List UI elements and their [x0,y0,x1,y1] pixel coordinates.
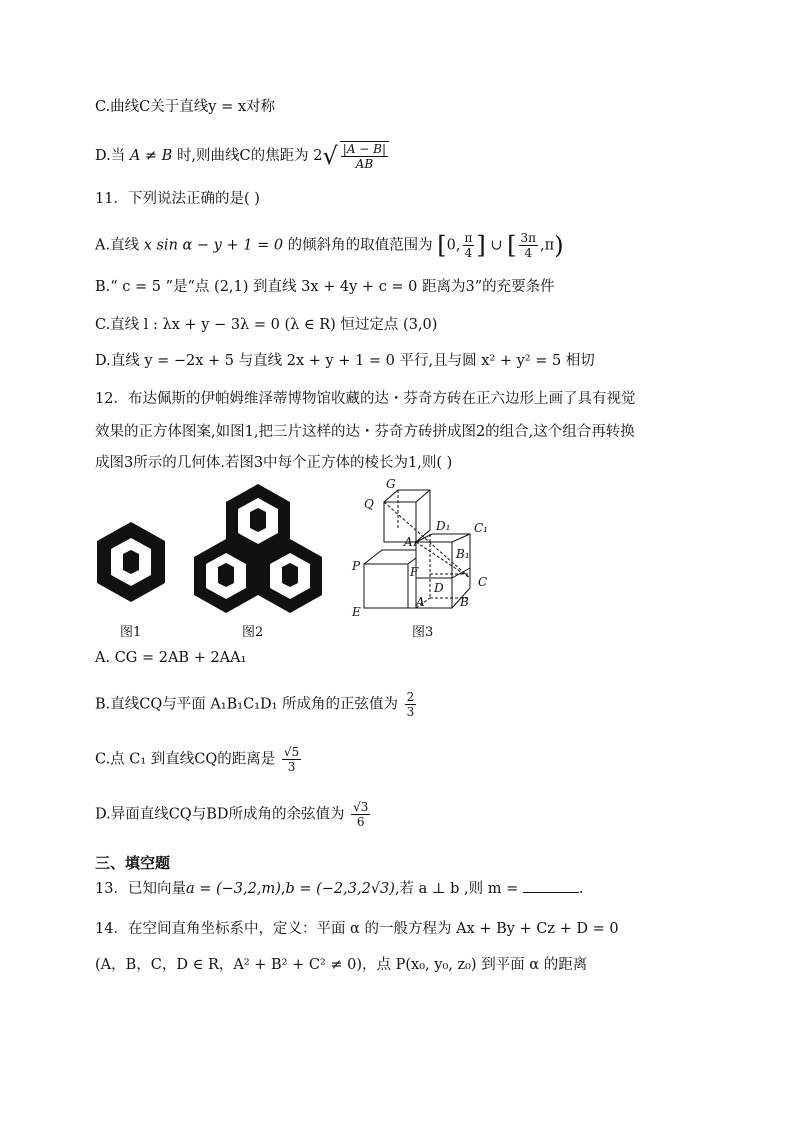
q11-option-a-union: ∪ [490,237,503,254]
fig3-label-b: B [460,595,469,609]
q12-stem-line1: 12．布达佩斯的伊帕姆维泽蒂博物馆收藏的达・芬奇方砖在正六边形上画了具有视觉 [95,391,636,407]
q12-option-b-num: 2 [406,690,415,704]
q11-option-b: B.“ c = 5 ”是“点 (2,1) 到直线 3x + 4y + c = 0 距离为3”的充要条件 [95,279,555,295]
q11-option-c: C.直线 l : λx + y − 3λ = 0 (λ ∈ R) 恒过定点 (3,0) [95,317,438,333]
q11-option-a-3pi: 3π [520,231,537,245]
q13-answer-blank[interactable] [523,878,579,893]
q13-sep: , [280,881,286,897]
q12-option-c [95,745,303,774]
right-bracket-icon: ] [476,231,486,260]
q13 [95,878,584,899]
fig3-label-d: D [434,581,444,595]
figure-1-cube-icon [95,520,167,608]
q12-option-b-den: 3 [406,705,415,719]
q11-option-a-int2: ,π [540,237,555,254]
q10-option-d-pre: D.当 [95,148,126,164]
q11-option-a-int1: 0, [446,237,461,254]
q11-option-a-pi: π [464,231,473,245]
q13-vector-a: a = (−3,2,m) [185,881,281,897]
figure-1-label: 图1 [120,625,142,640]
q10-option-d-num: |A − B| [342,142,387,156]
q12-stem-line2: 效果的正方体图案,如图1,把三片这样的达・芬奇方砖拼成图2的组合,这个组合再转换 [95,424,635,440]
q11-option-a [95,231,564,260]
q11-option-d: D.直线 y = −2x + 5 与直线 2x + y + 1 = 0 平行,且与圆 x² + y² = 5 相切 [95,353,595,369]
q10-option-d-mid: 时,则曲线C的焦距为 [176,148,309,164]
figure-3-geometry [350,478,500,622]
q13-end: . [578,881,584,897]
figure-2-label: 图2 [242,625,264,640]
left-bracket-icon: [ [437,231,447,260]
q11-stem: 11．下列说法正确的是( ) [95,191,260,207]
q11-option-a-four2: 4 [524,246,533,260]
q10-option-d [95,141,391,171]
section-title-fill-in: 三、填空题 [95,854,171,872]
fig3-label-b1: B₁ [456,547,470,561]
q12-option-c-num: √5 [283,745,300,759]
figure-3-label: 图3 [412,625,434,640]
q11-option-a-mid: 的倾斜角的取值范围为 [287,237,433,254]
fig3-label-c: C [478,575,488,589]
fig3-label-a1: A₁ [404,535,418,549]
q11-option-a-eq: x sin α − y + 1 = 0 [143,237,284,254]
q12-option-c-pre: C.点 C₁ 到直线CQ的距离是 [95,751,276,768]
q13-condition: ,若 a ⊥ b ,则 m = [394,881,519,897]
q14-line1: 14．在空间直角坐标系中，定义：平面 α 的一般方程为 Ax + By + Cz + D = 0 [95,921,619,937]
q11-option-a-four: 4 [464,246,473,260]
q10-option-d-cond: A ≠ B [129,148,173,164]
q12-option-d [95,800,372,829]
q10-option-d-fraction [340,141,389,171]
q12-option-b-fraction [405,690,417,719]
q11-option-a-frac1 [463,231,475,260]
fig3-label-d1: D₁ [436,519,451,533]
q13-vector-b: b = (−2,3,2√3) [285,881,395,897]
fig3-label-e: E [352,605,361,618]
radical-icon: √ [322,142,338,170]
q12-option-d-fraction [351,800,370,829]
q10-option-d-den: AB [355,157,374,171]
left-bracket-icon: [ [507,231,517,260]
q10-option-c: C.曲线C关于直线y = x对称 [95,99,276,115]
q12-option-d-pre: D.异面直线CQ与BD所成角的余弦值为 [95,806,345,823]
q13-pre: 13．已知向量 [95,881,186,897]
fig3-label-p: P [352,559,361,573]
right-paren-icon: ) [554,231,564,260]
q11-option-a-pre: A.直线 [95,237,140,254]
q12-option-c-fraction [282,745,301,774]
fig3-label-g: G [386,478,396,491]
q10-option-d-coef: 2 [313,148,323,164]
q11-option-a-frac2 [519,231,539,260]
q12-stem-line3: 成图3所示的几何体.若图3中每个正方体的棱长为1,则( ) [95,455,453,471]
q12-option-d-den: 6 [356,815,365,829]
q14-line2: (A，B，C，D ∈ R，A² + B² + C² ≠ 0)，点 P(x₀, y₀, z₀) 到平面 α 的距离 [95,957,588,973]
figure-2-cubes-icon [192,482,324,618]
fig3-label-a: A [416,595,425,609]
q12-option-a: A. CG = 2AB + 2AA₁ [95,650,247,666]
q12-option-c-den: 3 [287,760,296,774]
q12-option-b [95,690,418,719]
fig3-label-q: Q [364,497,374,511]
q12-option-b-pre: B.直线CQ与平面 A₁B₁C₁D₁ 所成角的正弦值为 [95,696,399,713]
fig3-label-c1: C₁ [474,521,488,535]
fig3-label-f: F [410,565,419,579]
q12-option-d-num: √3 [353,800,369,814]
